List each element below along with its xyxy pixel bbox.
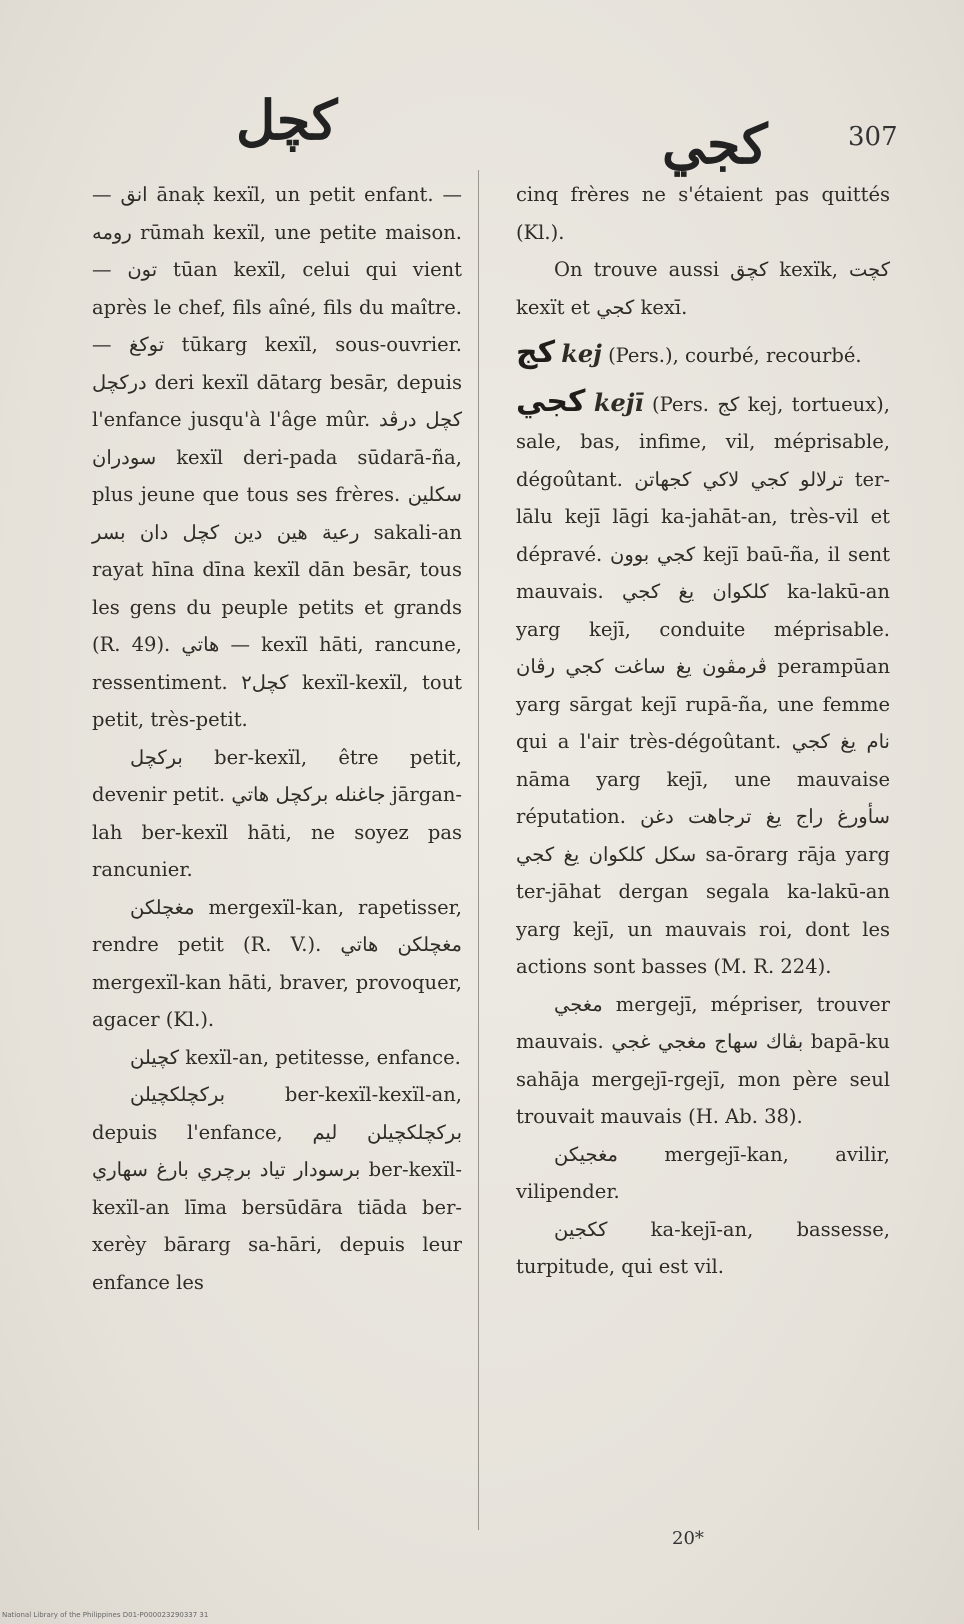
left-column (92, 176, 462, 1301)
headword-arabic: كج (516, 335, 556, 370)
entry-keji (516, 383, 890, 986)
running-head-right: كجي (662, 112, 768, 176)
entry-kechil-compounds: — انق ānaḳ kexïl, un petit enfant. — رومه rūmah kexïl, une petite maison. — تون tūan kexïl, celui qui vient après le chef, fils aîné, fils du maître. — توكغ tūkarg kexïl, sous-ouvrier. درکچل deri kexïl dātarg besār, depuis l'enfance jusqu'à l'âge mûr. کچل درڤد سودران kexïl deri-pada sūdarā-ña, plus jeune que tous ses frères. سکلين رعية هين دين كچل دان بسر sakali-an rayat hīna dīna kexïl dān besār, tous les gens du peuple petits et grands (R. 49). هاتي — kexïl hāti, rancune, ressentiment. کچل٢ kexïl-kexïl, tout petit, très-petit. (92, 183, 463, 731)
entry-variants: On trouve aussi كچق kexïk, كچت kexït et كجي kexī. (516, 258, 890, 319)
headword-latin: kej (561, 339, 602, 368)
entry-mengejikan: مغجيكن merɡejī-kan, avilir, vilipender. (516, 1142, 890, 1203)
entry-definition: (Pers.), courbé, recourbé. (601, 344, 862, 367)
entry-mengechilkan: مغچلکن mergexïl-kan, rapetisser, rendre petit (R. V.). مغچلکن هاتي mergexïl-kan hāti, braver, provoquer, agacer (Kl.). (92, 895, 462, 1031)
entry-continuation: cinq frères ne s'étaient pas quittés (Kl.). (516, 183, 890, 244)
entry-ber-kechil: برکچل ber-kexïl, être petit, devenir petit. جاغنله برکچل هاتي jārgan-lah ber-kexïl hāti, ne soyez pas rancunier. (92, 745, 463, 881)
entry-kej (516, 334, 890, 375)
signature-mark: 20* (672, 1528, 704, 1549)
running-head-left: كچل (236, 88, 338, 152)
entry-definition: (Pers. كج kej, tortueux), sale, bas, infime, vil, méprisable, dégoûtant. ترلالو كجي لاكي كجهاتن ter-lālu kejī lāgi ka-jahāt-an, très-vil et dépravé. كجي بوون kejī baū-ña, il sent mauvais. كلكوان يغ كجي ka-lakū-an yarg kejī, conduite méprisable. ڤرمڤون يغ ساغت كجي رڤان perampūan yarg sārgat kejī rupā-ña, une femme qui a l'air très-dégoûtant. نام يغ كجي nāma yarg kejī, une mauvaise réputation. سأورغ راج يغ ترجاهت دغن سكل كلكوان يغ كجي sa-ōrarg rāja yarg ter-jāhat dergan segala ka-lakū-an yarg kejī, un mauvais roi, dont les actions sont basses (M. R. 224). (516, 392, 891, 978)
page-number: 307 (848, 122, 898, 152)
entry-ber-kechil-kechilan: برکچلکچيلن ber-kexïl-kexïl-an, depuis l'enfance, برکچلکچيلن ليم برسودار تياد برچري بارغ سهاري ber-kexïl-kexïl-an līma bersūdāra tiāda ber-xerèy bārarg sa-hāri, depuis leur enfance les (92, 1083, 462, 1294)
scan-credit: National Library of the Philippines D01-P000023290337 31 (2, 1611, 209, 1619)
headword-arabic: كجي (516, 383, 586, 419)
entry-mengeji: مغجي merɡejī, mépriser, trouver mauvais. بڤاك سهاج مغجي غجي bapā-ku sahāja merɡejī-rgejī, mon père seul trouvait mauvais (H. Ab. 38). (516, 992, 890, 1128)
entry-kekejian: ككجين ka-kejī-an, bassesse, turpitude, qui est vil. (516, 1217, 890, 1278)
headword-latin: kejī (593, 387, 644, 417)
column-divider (478, 170, 479, 1530)
right-column (516, 176, 890, 1286)
entry-kechilan: کچيلن kexïl-an, petitesse, enfance. (130, 1045, 461, 1069)
